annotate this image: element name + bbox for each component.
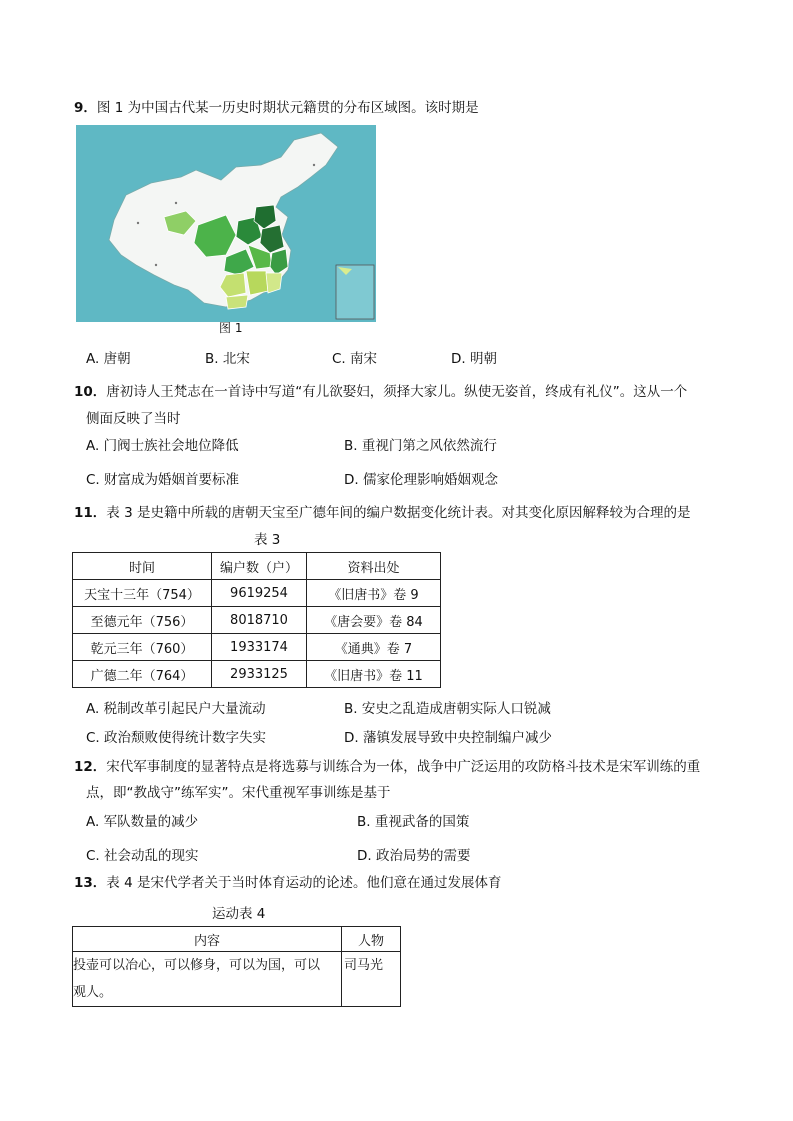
q11-number: 11． bbox=[74, 505, 107, 521]
table-cell-time: 广德二年（764） bbox=[73, 661, 212, 688]
table-cell-person: 司马光 bbox=[342, 952, 401, 1007]
content-line-2: 观人。 bbox=[73, 985, 113, 1000]
q12-option-d[interactable]: D. 政治局势的需要 bbox=[357, 848, 471, 864]
q12-number: 12． bbox=[74, 759, 107, 775]
table-header-households: 编户数（户） bbox=[212, 553, 307, 580]
q9-option-c[interactable]: C. 南宋 bbox=[332, 351, 378, 367]
q12-text-line1: 宋代军事制度的显著特点是将选募与训练合为一体，战争中广泛运用的攻防格斗技术是宋军训练的重 bbox=[106, 759, 701, 775]
q12-option-b[interactable]: B. 重视武备的国策 bbox=[357, 814, 470, 830]
q10-option-d[interactable]: D. 儒家伦理影响婚姻观念 bbox=[344, 472, 498, 488]
table-cell-time: 至德元年（756） bbox=[73, 607, 212, 634]
q13-text: 表 4 是宋代学者关于当时体育运动的论述。他们意在通过发展体育 bbox=[106, 875, 502, 891]
q9-option-b[interactable]: B. 北宋 bbox=[205, 351, 250, 367]
table-cell-source: 《唐会要》卷 84 bbox=[307, 607, 441, 634]
table-header-row bbox=[73, 927, 401, 952]
q10-option-a[interactable]: A. 门阀士族社会地位降低 bbox=[86, 438, 239, 454]
q9-option-d[interactable]: D. 明朝 bbox=[451, 351, 497, 367]
table-cell-time: 乾元三年（760） bbox=[73, 634, 212, 661]
q13-stem bbox=[74, 871, 501, 891]
q12-stem-line2: 点，即“教战守”练军实”。宋代重视军事训练是基于 bbox=[86, 785, 391, 801]
q11-option-a[interactable]: A. 税制改革引起民户大量流动 bbox=[86, 701, 266, 717]
q10-number: 10． bbox=[74, 384, 107, 400]
figure-1-caption: 图 1 bbox=[219, 321, 243, 335]
q11-stem bbox=[74, 501, 690, 521]
table-cell-households: 2933125 bbox=[212, 661, 307, 688]
q11-text: 表 3 是史籍中所载的唐朝天宝至广德年间的编户数据变化统计表。对其变化原因解释较为合理的是 bbox=[106, 505, 691, 521]
table-3 bbox=[72, 552, 441, 688]
q10-stem-line2: 侧面反映了当时 bbox=[86, 411, 181, 427]
table-3-title: 表 3 bbox=[254, 532, 281, 548]
south-sea-inset bbox=[336, 265, 374, 319]
table-header-person: 人物 bbox=[342, 927, 401, 952]
q12-option-c[interactable]: C. 社会动乱的现实 bbox=[86, 848, 199, 864]
table-row bbox=[73, 952, 401, 1007]
content-line-1: 投壶可以冶心，可以修身，可以为国，可以 bbox=[73, 958, 321, 973]
q9-number: 9． bbox=[74, 100, 97, 116]
table-row bbox=[73, 607, 441, 634]
table-row bbox=[73, 580, 441, 607]
q9-option-a[interactable]: A. 唐朝 bbox=[86, 351, 131, 367]
q10-option-b[interactable]: B. 重视门第之风依然流行 bbox=[344, 438, 497, 454]
q11-option-c[interactable]: C. 政治颓败使得统计数字失实 bbox=[86, 730, 267, 746]
q11-option-d[interactable]: D. 藩镇发展导致中央控制编户减少 bbox=[344, 730, 552, 746]
q10-option-c[interactable]: C. 财富成为婚姻首要标准 bbox=[86, 472, 240, 488]
table-cell-source: 《旧唐书》卷 11 bbox=[307, 661, 441, 688]
table-4-title: 运动表 4 bbox=[212, 906, 266, 922]
table-cell-households: 9619254 bbox=[212, 580, 307, 607]
q9-text: 图 1 为中国古代某一历史时期状元籍贯的分布区域图。该时期是 bbox=[96, 100, 479, 116]
table-cell-households: 8018710 bbox=[212, 607, 307, 634]
q9-stem bbox=[74, 96, 479, 116]
table-cell-content bbox=[73, 952, 342, 1007]
q13-number: 13． bbox=[74, 875, 107, 891]
table-cell-time: 天宝十三年（754） bbox=[73, 580, 212, 607]
q11-option-b[interactable]: B. 安史之乱造成唐朝实际人口锐减 bbox=[344, 701, 551, 717]
q12-option-a[interactable]: A. 军队数量的减少 bbox=[86, 814, 199, 830]
table-cell-source: 《旧唐书》卷 9 bbox=[307, 580, 441, 607]
china-map-figure bbox=[76, 125, 376, 322]
table-header-time: 时间 bbox=[73, 553, 212, 580]
table-header-row bbox=[73, 553, 441, 580]
q10-stem-line1 bbox=[74, 380, 687, 400]
table-4 bbox=[72, 926, 401, 1007]
table-row bbox=[73, 661, 441, 688]
table-header-source: 资料出处 bbox=[307, 553, 441, 580]
q12-stem-line1 bbox=[74, 755, 700, 775]
table-header-content: 内容 bbox=[73, 927, 342, 952]
table-cell-households: 1933174 bbox=[212, 634, 307, 661]
table-row bbox=[73, 634, 441, 661]
q10-text-line1: 唐初诗人王梵志在一首诗中写道“有儿欲娶妇，须择大家儿。纵使无姿首，终成有礼仪”。这从一个 bbox=[106, 384, 688, 400]
table-cell-source: 《通典》卷 7 bbox=[307, 634, 441, 661]
